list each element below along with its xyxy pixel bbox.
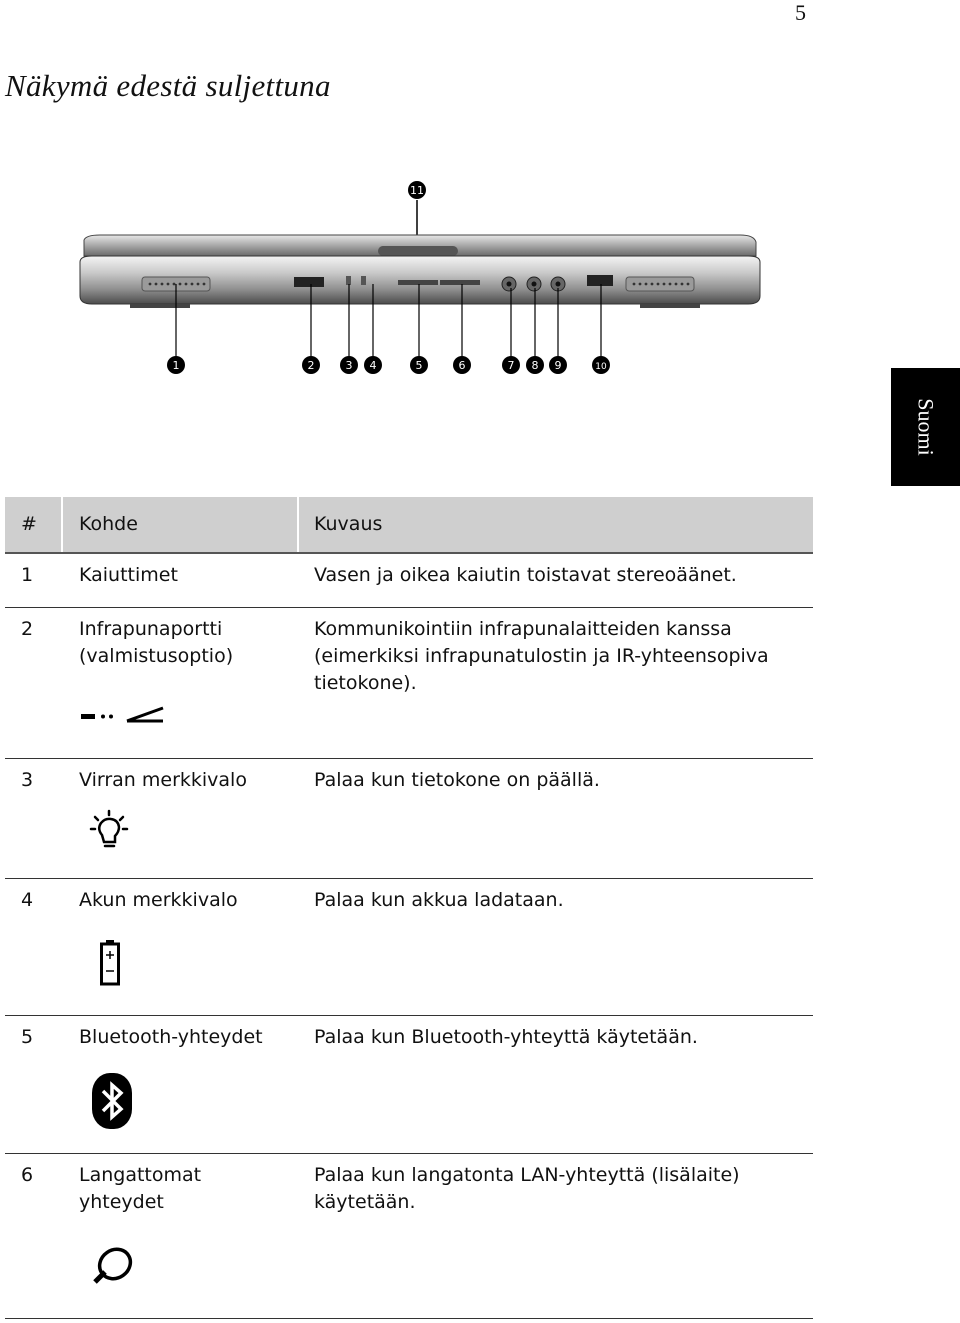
row-desc: Palaa kun akkua ladataan. (314, 889, 564, 911)
table-row (5, 608, 813, 759)
row-item: Kaiuttimet (79, 564, 178, 586)
row-item: Bluetooth-yhteydet (79, 1026, 263, 1048)
row-desc: Palaa kun Bluetooth-yhteyttä käytetään. (314, 1026, 698, 1048)
table-row (5, 879, 813, 1016)
svg-text:10: 10 (595, 362, 607, 372)
svg-text:9: 9 (554, 359, 562, 372)
callout-2 (302, 356, 320, 374)
row-num: 2 (21, 618, 34, 640)
table-row (5, 1016, 813, 1154)
row-desc: Palaa kun langatonta LAN-yhteyttä (lisälaite) käytetään. (314, 1164, 740, 1213)
svg-text:6: 6 (458, 359, 466, 372)
header-num: # (21, 513, 37, 535)
svg-text:8: 8 (531, 359, 539, 372)
laptop-front-illustration (0, 170, 880, 385)
page-title: Näkymä edestä suljettuna (5, 68, 331, 103)
row-num: 6 (21, 1164, 34, 1186)
row-item: Virran merkkivalo (79, 769, 247, 791)
row-desc: Kommunikointiin infrapunalaitteiden kanssa (eimerkiksi infrapunatulostin ja IR-yhteensopiva tietokone). (314, 618, 769, 694)
row-num: 1 (21, 564, 34, 586)
row-desc: Vasen ja oikea kaiutin toistavat stereoäänet. (314, 564, 737, 586)
language-tab (891, 368, 960, 486)
wireless-icon (89, 1242, 139, 1286)
component-table (5, 497, 813, 1319)
table-row (5, 1154, 813, 1319)
power-light-icon (89, 809, 129, 851)
svg-text:11: 11 (410, 184, 424, 197)
callout-7 (502, 356, 520, 374)
row-num: 5 (21, 1026, 34, 1048)
callout-4 (364, 356, 382, 374)
bluetooth-icon (91, 1072, 135, 1132)
svg-text:5: 5 (415, 359, 423, 372)
svg-text:3: 3 (345, 359, 353, 372)
callout-1 (167, 356, 185, 374)
table-row (5, 759, 813, 879)
callout-3 (340, 356, 358, 374)
language-tab-label: Suomi (913, 398, 939, 456)
header-item: Kohde (79, 513, 138, 535)
svg-text:1: 1 (172, 359, 180, 372)
callout-6 (453, 356, 471, 374)
callout-5 (410, 356, 428, 374)
callout-10 (592, 356, 610, 374)
callout-8 (526, 356, 544, 374)
callout-11 (408, 181, 426, 199)
page-number: 5 (795, 0, 806, 25)
svg-text:2: 2 (307, 359, 315, 372)
row-num: 4 (21, 889, 34, 911)
row-item: Akun merkkivalo (79, 889, 238, 911)
table-header (5, 497, 813, 554)
header-desc: Kuvaus (314, 513, 383, 535)
row-num: 3 (21, 769, 34, 791)
battery-icon (99, 939, 123, 987)
table-row (5, 554, 813, 608)
row-item: Langattomat yhteydet (79, 1164, 202, 1213)
row-item: Infrapunaportti (valmistusoptio) (79, 618, 234, 667)
svg-text:4: 4 (369, 359, 377, 372)
row-desc: Palaa kun tietokone on päällä. (314, 769, 600, 791)
callout-9 (549, 356, 567, 374)
infrared-icon (81, 704, 171, 726)
svg-text:7: 7 (507, 359, 515, 372)
